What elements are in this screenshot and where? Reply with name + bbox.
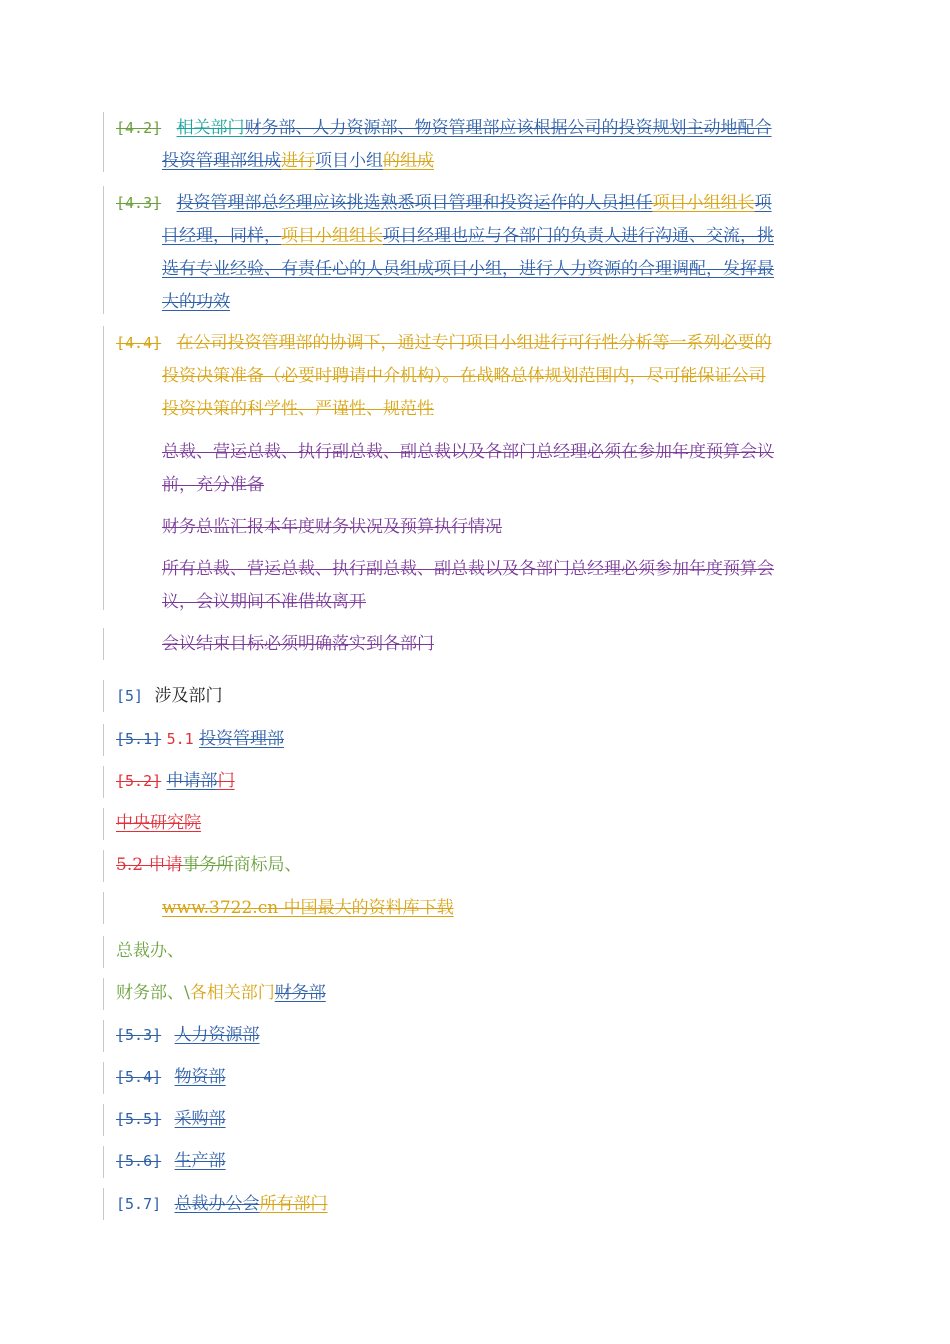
inserted-number: 5.1: [166, 730, 194, 748]
change-bar: [103, 1146, 104, 1178]
inserted-text: 总裁办公会: [174, 1194, 260, 1214]
purple-paragraph-4: [162, 627, 855, 661]
paragraph-4-3-line-1: [116, 186, 855, 220]
change-bar: [103, 1062, 104, 1094]
item-number: [5.2]: [116, 772, 162, 790]
deleted-text: 议，会议期间不准借故离开: [162, 592, 366, 612]
inserted-text: 人力资源部: [174, 1025, 260, 1045]
deleted-text: 所有总裁、营运总裁、执行副总裁、副总裁以及各部门总经理必须参加年度预算会: [162, 559, 774, 579]
item-number: [5.3]: [116, 1026, 162, 1044]
item-number: [4.4]: [116, 334, 162, 352]
item-number: [5.1]: [116, 730, 162, 748]
paragraph-4-4-line-3: [162, 392, 855, 426]
inserted-text: 的组成: [383, 151, 434, 171]
change-bar: [103, 936, 104, 968]
zongcai-line: [116, 934, 855, 968]
inserted-text: 投资管理部组成: [162, 151, 281, 171]
purple-paragraph-3-line-2: [162, 585, 855, 619]
deleted-text: 事务所: [182, 855, 234, 875]
inserted-text: 物资部: [174, 1067, 226, 1087]
item-5-7: [116, 1187, 855, 1221]
change-bar: [103, 628, 104, 660]
section-number: [5]: [116, 687, 144, 705]
paragraph-4-3-line-3: [162, 252, 855, 286]
purple-paragraph-1-line-1: [162, 435, 855, 469]
paragraph-4-3-line-2: [162, 219, 855, 253]
item-number: [4.3]: [116, 194, 162, 212]
purple-paragraph-3-line-1: [162, 552, 855, 586]
inserted-text: 采购部: [174, 1109, 226, 1129]
item-5-6: [116, 1144, 855, 1178]
item-5-4: [116, 1060, 855, 1094]
item-number: [5.4]: [116, 1068, 162, 1086]
deleted-text: 前，充分准备: [162, 475, 264, 495]
item-5-2: [116, 764, 855, 798]
inserted-text: 申请部: [166, 771, 218, 791]
change-bar: [103, 808, 104, 840]
inserted-text: 目经理，同样，: [162, 226, 281, 246]
inserted-text: 生产部: [174, 1151, 226, 1171]
item-5-1: [116, 722, 855, 756]
section-5-heading: [116, 679, 855, 713]
inserted-text: 大的功效: [162, 292, 230, 312]
inserted-text: 项目小组组长: [281, 226, 383, 246]
inserted-text: 所有部门: [259, 1194, 328, 1214]
paragraph-4-4-line-2: [162, 359, 855, 393]
item-number: [5.5]: [116, 1110, 162, 1128]
inserted-text: 项目小组: [315, 151, 383, 171]
paragraph-4-2-line-1: [116, 111, 855, 145]
finance-line: [116, 976, 855, 1010]
deleted-text: 5.2 申请: [116, 855, 183, 875]
change-bar: [103, 766, 104, 798]
paragraph-4-4-line-1: [116, 326, 855, 360]
change-bar: [103, 326, 104, 610]
purple-paragraph-2: [162, 510, 855, 544]
inserted-text: 财务部、\: [116, 983, 190, 1003]
inserted-text: 项: [754, 193, 772, 213]
deleted-text: 财务总监汇报本年度财务状况及预算执行情况: [162, 517, 502, 537]
inserted-text: 项目经理也应与各部门的负责人进行沟通、交流，挑: [383, 226, 774, 246]
inserted-text: 商标局、: [233, 855, 302, 875]
change-bar: [103, 1188, 104, 1220]
center-research-line: [116, 806, 855, 840]
website-text: www.3722.cn 中国最大的资料库下载: [162, 898, 454, 918]
inserted-text: 财务部: [274, 983, 326, 1003]
change-bar: [103, 186, 104, 314]
website-line: [162, 891, 855, 925]
paragraph-4-2-line-2: [162, 144, 855, 178]
purple-paragraph-1-line-2: [162, 468, 855, 502]
item-5-3: [116, 1018, 855, 1052]
item-number: [5.6]: [116, 1152, 162, 1170]
item-number: [5.7]: [116, 1195, 162, 1213]
paragraph-4-3-line-4: [162, 285, 855, 319]
inserted-text: 总裁办、: [116, 941, 184, 961]
inserted-text: 进行: [281, 151, 315, 171]
inserted-text: 门: [217, 771, 235, 791]
deleted-text: 投资决策准备（必要时聘请中介机构）。在战略总体规划范围内，尽可能保证公司: [162, 366, 766, 386]
deleted-text: 会议结束目标必须明确落实到各部门: [162, 634, 434, 654]
deleted-text: 在公司投资管理部的协调下，通过专门项目小组进行可行性分析等一系列必要的: [176, 333, 772, 353]
inserted-text: 投资管理部: [199, 729, 285, 749]
inserted-text: 各相关部门: [189, 983, 275, 1003]
change-bar: [103, 112, 104, 172]
change-bar: [103, 892, 104, 924]
inserted-text: 投资管理部总经理应该挑选熟悉项目管理和投资运作的人员担任: [176, 193, 653, 213]
change-bar: [103, 1104, 104, 1136]
item-5-5: [116, 1102, 855, 1136]
deleted-text: 投资决策的科学性、严谨性、规范性: [162, 399, 434, 419]
section-title: 涉及部门: [154, 686, 223, 706]
inserted-text: 选有专业经验、有责任心的人员组成项目小组，进行人力资源的合理调配，发挥最: [162, 259, 774, 279]
change-bar: [103, 850, 104, 882]
inserted-text: 中央研究院: [116, 813, 201, 833]
inserted-text: 相关部门: [176, 118, 245, 138]
change-bar: [103, 724, 104, 756]
change-bar: [103, 978, 104, 1010]
change-bar: [103, 1020, 104, 1052]
change-bar: [103, 680, 104, 712]
inserted-text: 项目小组组长: [652, 193, 755, 213]
item-number: [4.2]: [116, 119, 162, 137]
deleted-text: 总裁、营运总裁、执行副总裁、副总裁以及各部门总经理必须在参加年度预算会议: [162, 442, 774, 462]
item-5-2-apply-line: [116, 848, 855, 882]
inserted-text: 财务部、人力资源部、物资管理部应该根据公司的投资规划主动地配合: [244, 118, 772, 138]
